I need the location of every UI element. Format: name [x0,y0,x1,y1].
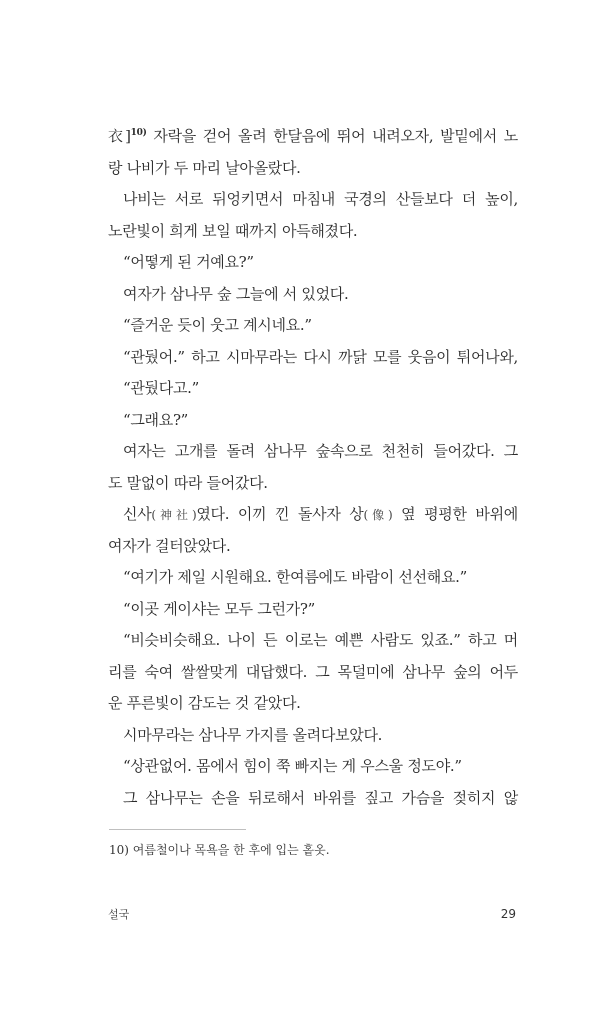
footnote-reference[interactable]: 10) [130,128,147,138]
text-line-12: 도 말없이 따라 들어갔다. [108,473,268,492]
text-fragment: 신사 [123,505,152,523]
text-fragment: 자락을 걷어 올려 한달음에 뛰어 내려오자, 발밑에서 노 [146,127,518,145]
text-line-4: 노란빛이 희게 보일 때까지 아득해졌다. [108,221,358,240]
text-line-7: “즐거운 듯이 웃고 계시네요.” [123,316,312,334]
text-line-15: “여기가 제일 시원해요. 한여름에도 바람이 선선해요.” [123,568,468,586]
footnote: 10) 여름철이나 목욕을 한 후에 입는 홑옷. [109,843,330,857]
text-line-20: 시마무라는 삼나무 가지를 올려다보았다. [123,725,383,744]
text-line-2: 랑 나비가 두 마리 날아올랐다. [108,158,301,177]
text-fragment: 衣] [108,127,131,145]
text-line-14: 여자가 걸터앉았다. [108,536,231,555]
text-line-18: 리를 숙여 쌀쌀맞게 대답했다. 그 목덜미에 삼나무 숲의 어두 [108,662,518,681]
page-number: 29 [500,907,516,921]
running-footer-title: 설국 [108,908,130,921]
text-fragment: 옆 평평한 바위에 [392,505,518,523]
footnote-divider [109,829,246,830]
text-line-8: “관뒀어.” 하고 시마무라는 다시 까닭 모를 웃음이 튀어나와, [123,347,518,366]
text-line-22: 그 삼나무는 손을 뒤로해서 바위를 짚고 가슴을 젖히지 않 [123,788,518,807]
text-line-5: “어떻게 된 거예요?” [123,253,254,271]
text-line-6: 여자가 삼나무 숲 그늘에 서 있었다. [123,284,349,303]
text-line-21: “상관없어. 몸에서 힘이 쭉 빠지는 게 우스울 정도야.” [123,757,462,775]
text-line-17: “비슷비슷해요. 나이 든 이로는 예쁜 사람도 있죠.” 하고 머 [123,631,518,649]
text-fragment: 였다. 이끼 낀 돌사자 상 [196,505,364,523]
text-line-9: “관뒀다고.” [123,379,199,397]
hanja-annotation: (像) [363,508,393,522]
text-line-11: 여자는 고개를 돌려 삼나무 숲속으로 천천히 들어갔다. 그 [123,442,518,460]
text-line-19: 운 푸른빛이 감도는 것 같았다. [108,694,301,712]
text-line-3: 나비는 서로 뒤엉키면서 마침내 국경의 산들보다 더 높이, [123,190,518,208]
body-text [108,121,518,814]
text-line-10: “그래요?” [123,410,189,429]
text-line-16: “이곳 게이샤는 모두 그런가?” [123,599,315,618]
hanja-annotation: (神社) [151,508,197,522]
text-line-1 [108,121,518,153]
text-line-13 [108,499,518,531]
